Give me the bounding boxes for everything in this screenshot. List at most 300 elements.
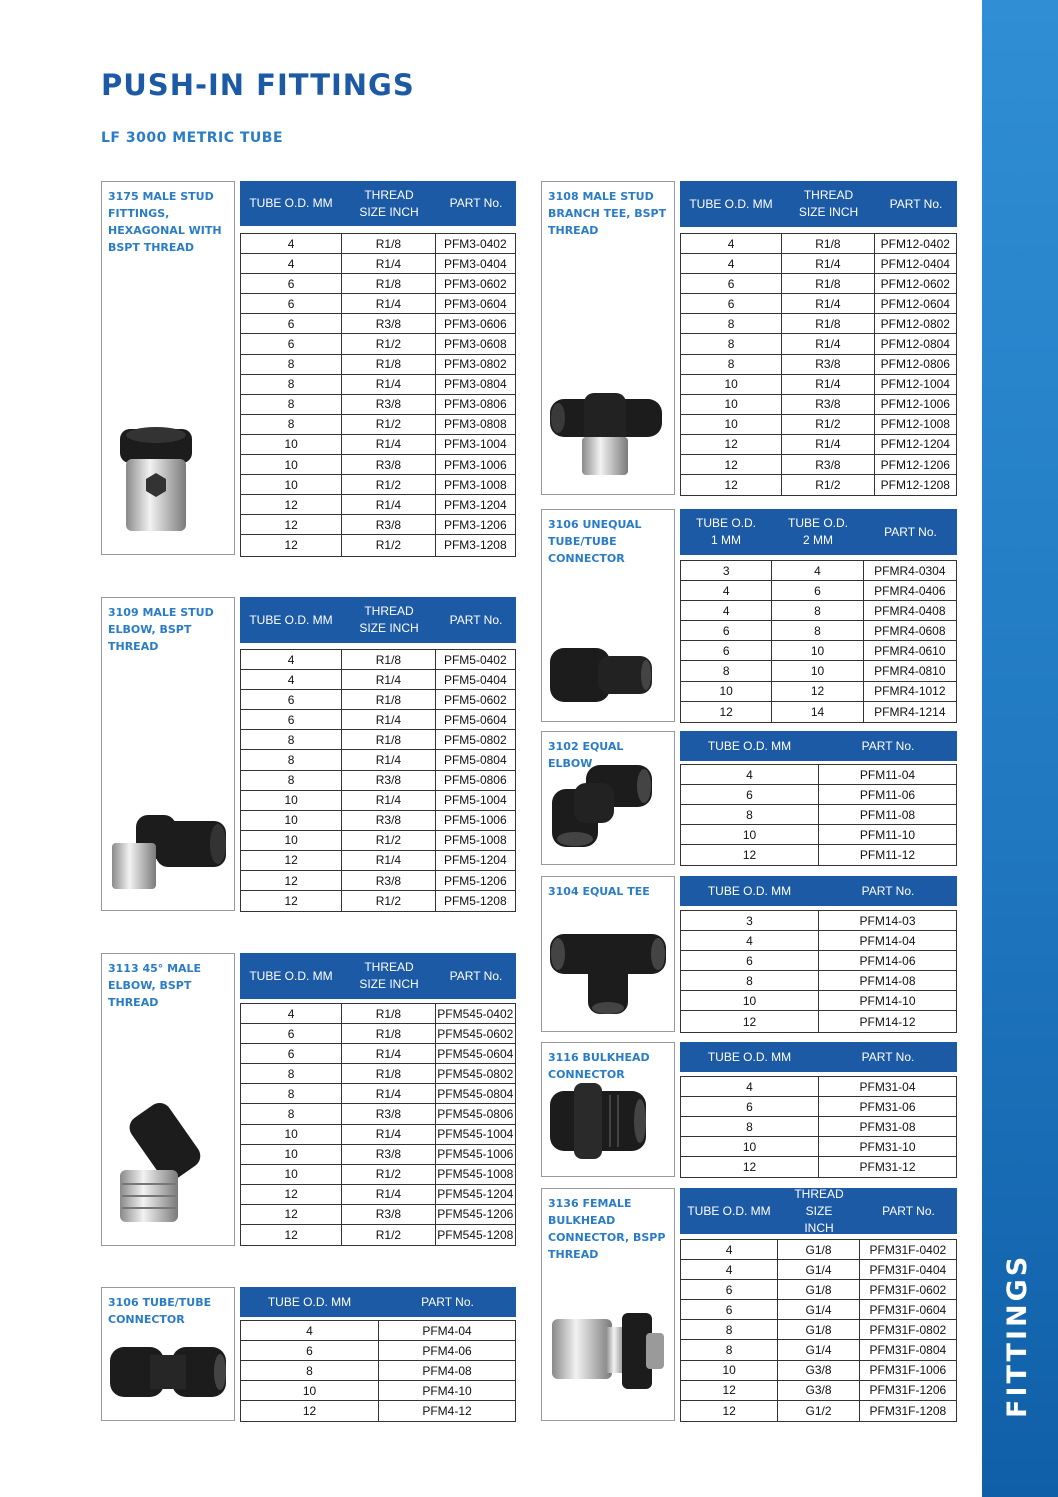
table-cell: 6: [241, 1341, 379, 1360]
table-cell: PFM545-1004: [437, 1127, 514, 1142]
table-row: [241, 1104, 515, 1124]
table-row: [241, 1064, 515, 1084]
column-header: PART No.: [449, 196, 503, 210]
table-cell: PFM5-1206: [443, 873, 507, 888]
table-cell: R1/8: [342, 234, 435, 253]
column-header: PART No.: [884, 524, 937, 539]
table-cell: PFM3-0802: [443, 357, 507, 372]
product-name: 3104 EQUAL TEE: [548, 885, 650, 898]
table-cell: 6: [681, 951, 819, 970]
table-cell: R1/2: [342, 891, 435, 911]
column-header: PART No.: [449, 968, 503, 983]
table-row: [241, 435, 515, 455]
table-cell: R3/8: [342, 1104, 435, 1123]
table-cell: PFM12-1208: [880, 478, 950, 493]
table-header: [240, 181, 516, 226]
table-cell: PFM3-0804: [443, 377, 507, 392]
table-cell: 12: [241, 891, 342, 911]
table-cell: PFM4-06: [422, 1343, 472, 1358]
table-cell: PFM11-06: [859, 787, 916, 802]
table-cell: PFM12-0404: [880, 256, 950, 271]
table-header: [240, 597, 516, 643]
table-row: [241, 670, 515, 690]
table-row: [241, 710, 515, 730]
table-cell: R1/4: [342, 375, 435, 394]
table-cell: PFM31-10: [859, 1139, 916, 1154]
table-row: [681, 845, 956, 865]
table-cell: 12: [681, 702, 772, 722]
table-cell: PFM545-0402: [437, 1006, 514, 1021]
table-cell: PFM5-0402: [443, 652, 507, 667]
table-cell: 8: [241, 730, 342, 749]
table-cell: PFM31F-0402: [869, 1242, 947, 1257]
table-cell: PFMR4-0608: [874, 623, 946, 638]
table-cell: R1/4: [342, 1185, 435, 1204]
table-row: [681, 334, 956, 354]
table-cell: 8: [681, 971, 819, 990]
table-cell: 12: [241, 1185, 342, 1204]
table-cell: PFM12-0804: [880, 337, 950, 352]
table-cell: PFM545-1006: [437, 1147, 514, 1162]
table-cell: 4: [241, 670, 342, 689]
table-cell: PFMR4-0610: [874, 643, 946, 658]
table-cell: PFM31F-0602: [869, 1282, 947, 1297]
table-cell: R3/8: [342, 871, 435, 890]
table-cell: G3/8: [778, 1381, 859, 1400]
table-cell: 12: [241, 851, 342, 870]
table-cell: 12: [241, 871, 342, 890]
tube-connector-photo: [106, 1337, 230, 1412]
table-cell: 8: [241, 355, 342, 374]
table-cell: 10: [241, 1165, 342, 1184]
table-row: [681, 1320, 956, 1340]
table-cell: G1/4: [778, 1260, 859, 1279]
table-cell: 10: [241, 831, 342, 850]
table-row: [681, 601, 956, 621]
table-cell: R1/8: [342, 650, 435, 669]
table-cell: PFM14-03: [859, 913, 916, 928]
table-row: [241, 1205, 515, 1225]
table-row: [241, 515, 515, 535]
table-header: [680, 181, 957, 227]
table-cell: PFM14-04: [859, 933, 916, 948]
table-cell: 6: [681, 785, 819, 804]
product-name: 3116 BULKHEAD CONNECTOR: [548, 1051, 650, 1081]
table-cell: R1/4: [342, 1044, 435, 1063]
table-cell: PFM545-1208: [437, 1228, 514, 1243]
table-cell: 8: [241, 771, 342, 790]
table-cell: R1/4: [342, 670, 435, 689]
table-cell: PFM31F-1208: [869, 1403, 947, 1418]
table-cell: R1/2: [342, 535, 435, 555]
table-row: [241, 791, 515, 811]
table-cell: 8: [772, 621, 863, 640]
table-cell: PFM14-10: [859, 993, 916, 1008]
table-cell: 4: [241, 1321, 379, 1340]
table-row: [681, 415, 956, 435]
table-cell: R1/8: [342, 1064, 435, 1083]
table-cell: 8: [241, 415, 342, 434]
table-cell: 10: [681, 415, 782, 434]
table-row: [681, 765, 956, 785]
column-header: PART No.: [861, 883, 915, 898]
column-header: PART No.: [449, 612, 503, 627]
spec-table: [680, 1239, 957, 1422]
table-cell: PFM3-1204: [443, 497, 507, 512]
table-row: [681, 375, 956, 395]
table-cell: PFMR4-1012: [874, 684, 946, 699]
table-cell: R1/4: [782, 334, 874, 353]
table-row: [241, 1381, 515, 1401]
column-header: THREAD SIZE INCH: [798, 188, 859, 219]
column-header: TUBE O.D. MM: [249, 968, 333, 983]
table-cell: PFM3-0604: [443, 296, 507, 311]
table-cell: R1/8: [342, 1024, 435, 1043]
table-cell: 6: [681, 1280, 778, 1299]
product-info-box: [541, 1188, 675, 1421]
table-cell: 12: [772, 682, 863, 701]
column-header: PART No.: [882, 1203, 935, 1218]
table-cell: PFM31-12: [859, 1160, 916, 1175]
male-stud-fitting-photo: [106, 421, 206, 546]
table-row: [681, 702, 956, 722]
table-cell: R3/8: [342, 314, 435, 333]
table-row: [681, 621, 956, 641]
table-cell: PFM4-12: [422, 1404, 472, 1419]
table-cell: 12: [241, 495, 342, 514]
table-row: [241, 1125, 515, 1145]
table-cell: PFM5-1208: [443, 894, 507, 909]
table-cell: 4: [681, 601, 772, 620]
spec-table: [680, 764, 957, 866]
table-cell: 8: [241, 1084, 342, 1103]
table-row: [681, 1097, 956, 1117]
table-header: [680, 731, 957, 761]
table-row: [681, 1117, 956, 1137]
table-cell: R1/4: [342, 791, 435, 810]
product-name: 3175 MALE STUD FITTINGS, HEXAGONAL WITH BSPT THREAD: [108, 190, 222, 254]
table-cell: PFM12-0602: [880, 276, 950, 291]
table-header: [680, 1042, 957, 1072]
table-cell: R1/4: [342, 1125, 435, 1144]
table-cell: 4: [681, 765, 819, 784]
table-cell: 8: [681, 661, 772, 680]
table-cell: PFM5-0602: [443, 692, 507, 707]
table-cell: 6: [241, 334, 342, 353]
table-cell: PFM545-0602: [437, 1026, 514, 1041]
table-cell: R1/2: [342, 475, 435, 494]
table-row: [241, 254, 515, 274]
table-cell: PFM5-1006: [443, 813, 507, 828]
table-header: [240, 1287, 516, 1317]
table-cell: PFM545-0806: [437, 1107, 514, 1122]
table-cell: PFM12-0604: [880, 296, 950, 311]
table-cell: R1/2: [782, 415, 874, 434]
table-cell: PFMR4-1214: [874, 704, 946, 719]
table-cell: PFM5-0404: [443, 672, 507, 687]
table-cell: 10: [772, 661, 863, 680]
table-row: [681, 785, 956, 805]
table-cell: 12: [681, 1381, 778, 1400]
table-cell: PFM3-0608: [443, 337, 507, 352]
spec-table: [680, 560, 957, 723]
table-row: [241, 1341, 515, 1361]
table-row: [241, 375, 515, 395]
table-cell: PFM31-08: [859, 1119, 916, 1134]
table-cell: PFM3-0808: [443, 417, 507, 432]
table-row: [681, 971, 956, 991]
table-cell: 8: [681, 314, 782, 333]
column-header: THREAD SIZE INCH: [359, 960, 419, 991]
table-cell: 10: [241, 475, 342, 494]
table-cell: PFM12-1006: [880, 397, 950, 412]
table-cell: PFM31F-0804: [869, 1343, 947, 1358]
table-cell: R3/8: [342, 455, 435, 474]
table-cell: PFM5-1204: [443, 853, 507, 868]
table-cell: PFM12-1206: [880, 457, 950, 472]
table-cell: R1/8: [782, 234, 874, 253]
table-cell: PFM3-1008: [443, 477, 507, 492]
table-cell: 4: [241, 1004, 342, 1023]
table-row: [681, 355, 956, 375]
table-cell: 8: [241, 1064, 342, 1083]
column-header: TUBE O.D. MM: [687, 1203, 771, 1218]
table-cell: G1/8: [778, 1280, 859, 1299]
table-cell: G1/2: [778, 1401, 859, 1421]
table-cell: 6: [241, 274, 342, 293]
equal-tee-photo: [546, 926, 670, 1023]
table-row: [681, 1381, 956, 1401]
table-cell: 6: [681, 641, 772, 660]
table-cell: R1/4: [342, 1084, 435, 1103]
table-row: [241, 535, 515, 555]
spec-table: [240, 1003, 516, 1246]
table-cell: PFM545-0604: [437, 1046, 514, 1061]
table-row: [241, 1165, 515, 1185]
table-cell: 6: [681, 1097, 819, 1116]
table-cell: R1/2: [342, 831, 435, 850]
table-cell: PFM5-0804: [443, 753, 507, 768]
table-row: [681, 931, 956, 951]
table-row: [241, 294, 515, 314]
table-cell: 4: [241, 234, 342, 253]
table-row: [681, 1280, 956, 1300]
table-row: [241, 395, 515, 415]
table-cell: R1/8: [342, 355, 435, 374]
table-cell: 6: [241, 690, 342, 709]
table-cell: 6: [241, 314, 342, 333]
table-row: [681, 435, 956, 455]
table-cell: 12: [241, 1205, 342, 1224]
column-header: TUBE O.D. MM: [249, 612, 333, 627]
branch-tee-photo: [546, 389, 666, 486]
table-cell: 12: [241, 515, 342, 534]
table-cell: 8: [241, 750, 342, 769]
table-cell: R1/2: [342, 415, 435, 434]
table-row: [241, 1401, 515, 1421]
table-row: [241, 455, 515, 475]
table-cell: 10: [681, 1361, 778, 1380]
table-cell: 6: [772, 581, 863, 600]
unequal-connector-photo: [546, 642, 656, 713]
column-header: TUBE O.D. 2 MM: [787, 516, 848, 547]
table-cell: 12: [241, 535, 342, 555]
product-name: 3113 45° MALE ELBOW, BSPT THREAD: [108, 962, 202, 1009]
table-cell: 6: [681, 1300, 778, 1319]
table-cell: 4: [681, 1260, 778, 1279]
table-row: [681, 314, 956, 334]
table-cell: PFM4-10: [422, 1383, 472, 1398]
table-row: [241, 1004, 515, 1024]
product-info-box: [541, 731, 675, 865]
table-cell: R3/8: [342, 771, 435, 790]
table-cell: 10: [241, 811, 342, 830]
table-cell: PFM11-04: [859, 767, 916, 782]
table-cell: 10: [681, 395, 782, 414]
table-cell: 8: [681, 1320, 778, 1339]
table-cell: G1/8: [778, 1320, 859, 1339]
table-cell: PFM11-10: [859, 827, 916, 842]
table-cell: PFM5-0604: [443, 712, 507, 727]
table-row: [681, 661, 956, 681]
page-subtitle: LF 3000 METRIC TUBE: [101, 130, 284, 146]
table-cell: PFM31F-1006: [869, 1363, 947, 1378]
table-cell: PFM4-04: [422, 1323, 472, 1338]
female-bulkhead-photo: [546, 1297, 670, 1412]
table-header: [680, 876, 957, 906]
table-row: [241, 650, 515, 670]
column-header: TUBE O.D. MM: [689, 196, 773, 211]
table-cell: G3/8: [778, 1361, 859, 1380]
table-cell: R1/8: [342, 1004, 435, 1023]
table-row: [241, 750, 515, 770]
table-row: [681, 1077, 956, 1097]
spec-table: [240, 649, 516, 912]
table-cell: 12: [681, 845, 819, 865]
table-cell: 8: [681, 334, 782, 353]
product-info-box: [101, 597, 235, 911]
table-cell: G1/8: [778, 1240, 859, 1259]
product-name: 3102 EQUAL ELBOW: [548, 740, 624, 770]
table-cell: 8: [241, 395, 342, 414]
table-cell: PFM12-1008: [880, 417, 950, 432]
table-cell: R1/4: [342, 254, 435, 273]
table-row: [681, 1157, 956, 1177]
table-cell: 12: [681, 1401, 778, 1421]
table-cell: R3/8: [342, 395, 435, 414]
table-cell: PFM5-1004: [443, 793, 507, 808]
table-cell: PFM5-1008: [443, 833, 507, 848]
table-row: [681, 1137, 956, 1157]
spec-table: [680, 1076, 957, 1178]
table-row: [681, 581, 956, 601]
table-cell: 10: [681, 1137, 819, 1156]
table-cell: PFM3-1004: [443, 437, 507, 452]
table-row: [681, 991, 956, 1011]
table-cell: R1/4: [342, 710, 435, 729]
table-row: [681, 641, 956, 661]
table-row: [241, 1044, 515, 1064]
table-row: [681, 234, 956, 254]
table-row: [241, 334, 515, 354]
table-row: [681, 1260, 956, 1280]
table-cell: PFM31F-0404: [869, 1262, 947, 1277]
table-row: [241, 355, 515, 375]
column-header: PART No.: [861, 1049, 915, 1064]
table-row: [681, 455, 956, 475]
table-cell: 10: [681, 682, 772, 701]
table-cell: PFM31F-1206: [869, 1383, 947, 1398]
bulkhead-connector-photo: [546, 1079, 650, 1168]
table-cell: 4: [681, 254, 782, 273]
table-row: [681, 274, 956, 294]
column-header: THREAD SIZE INCH: [359, 604, 419, 635]
column-header: THREAD SIZE INCH: [794, 1186, 844, 1235]
table-cell: 4: [241, 650, 342, 669]
table-cell: PFMR4-0304: [874, 563, 946, 578]
table-cell: R1/8: [342, 730, 435, 749]
table-row: [241, 274, 515, 294]
column-header: TUBE O.D. MM: [707, 883, 792, 898]
table-cell: R1/4: [342, 750, 435, 769]
table-header: [680, 509, 957, 555]
product-name: 3136 FEMALE BULKHEAD CONNECTOR, BSPP THREAD: [548, 1197, 666, 1261]
column-header: TUBE O.D. MM: [707, 1049, 792, 1064]
table-cell: 4: [241, 254, 342, 273]
table-cell: 6: [241, 710, 342, 729]
table-cell: PFM12-0806: [880, 357, 950, 372]
table-cell: R1/4: [342, 294, 435, 313]
table-cell: R3/8: [342, 811, 435, 830]
table-cell: PFM545-1206: [437, 1207, 514, 1222]
table-cell: 10: [241, 455, 342, 474]
spec-table: [680, 233, 957, 496]
table-row: [241, 851, 515, 871]
product-name: 3106 UNEQUAL TUBE/TUBE CONNECTOR: [548, 518, 642, 565]
table-row: [681, 475, 956, 495]
table-cell: R3/8: [782, 395, 874, 414]
table-cell: R1/2: [342, 334, 435, 353]
table-cell: 8: [681, 355, 782, 374]
table-cell: 12: [681, 475, 782, 495]
table-row: [681, 561, 956, 581]
table-row: [681, 825, 956, 845]
table-cell: R1/8: [342, 690, 435, 709]
table-row: [241, 1084, 515, 1104]
table-cell: PFM4-08: [422, 1363, 472, 1378]
table-row: [241, 690, 515, 710]
page-title: PUSH-IN FITTINGS: [101, 68, 415, 102]
table-cell: R1/8: [342, 274, 435, 293]
table-row: [681, 805, 956, 825]
table-cell: 8: [772, 601, 863, 620]
table-cell: PFM11-12: [859, 848, 916, 863]
table-cell: 10: [241, 791, 342, 810]
table-cell: PFM3-0404: [443, 256, 507, 271]
table-cell: R1/4: [342, 495, 435, 514]
table-cell: PFM12-0402: [880, 236, 950, 251]
table-cell: R1/2: [342, 1165, 435, 1184]
table-cell: R1/4: [782, 375, 874, 394]
table-cell: PFM31-06: [859, 1099, 916, 1114]
table-cell: PFMR4-0406: [874, 583, 946, 598]
table-row: [681, 911, 956, 931]
table-cell: PFM12-1004: [880, 377, 950, 392]
product-name: 3109 MALE STUD ELBOW, BSPT THREAD: [108, 606, 214, 653]
table-cell: 10: [681, 375, 782, 394]
table-cell: PFM3-0602: [443, 276, 507, 291]
spec-table: [240, 1320, 516, 1422]
